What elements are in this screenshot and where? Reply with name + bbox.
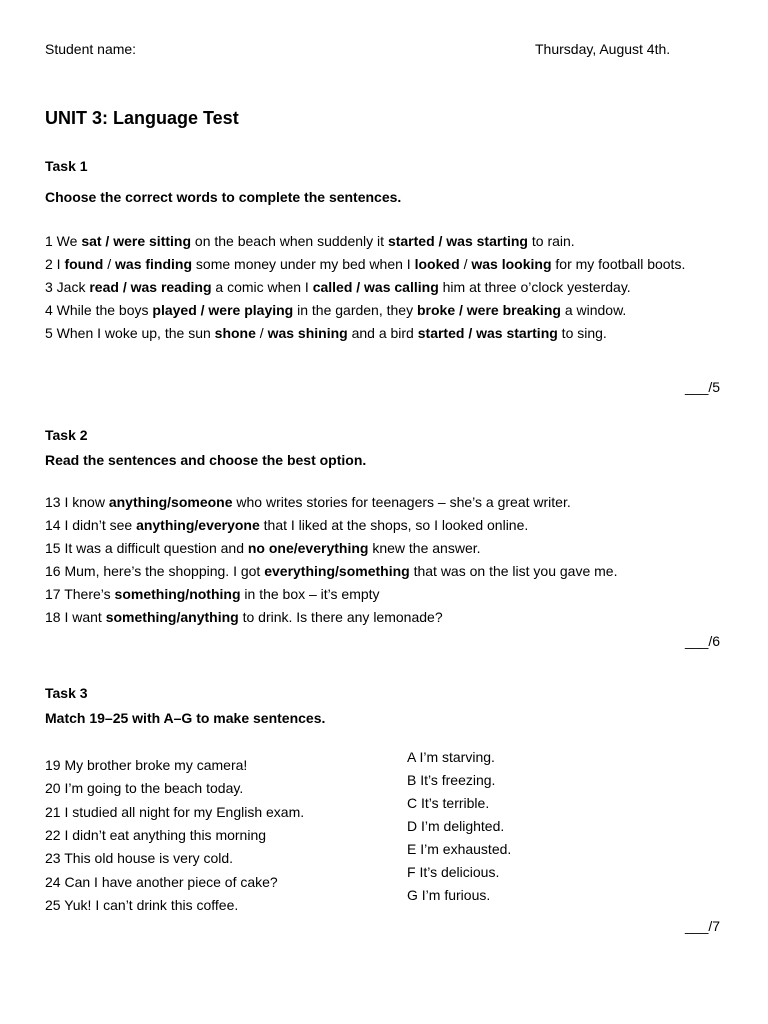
task3-option-e: E I’m exhausted. (407, 841, 512, 857)
answer-option: was shining (267, 325, 348, 341)
task2-sentence-17 (45, 586, 380, 602)
sentence-text: / (103, 256, 116, 272)
sentence-text: in the box – it’s empty (240, 586, 380, 602)
sentence-text: for my football boots. (551, 256, 686, 272)
sentence-text: him at three o’clock yesterday. (438, 279, 631, 295)
task3-instruction: Match 19–25 with A–G to make sentences. (45, 710, 326, 726)
sentence-text: 13 I know (45, 494, 109, 510)
answer-option: started / was starting (417, 325, 558, 341)
task3-item-25: 25 Yuk! I can’t drink this coffee. (45, 897, 239, 913)
sentence-text: to drink. Is there any lemonade? (238, 609, 443, 625)
task1-sentence-5 (45, 325, 607, 341)
task3-item-21: 21 I studied all night for my English exam. (45, 804, 305, 820)
answer-option: shone (214, 325, 256, 341)
sentence-text: 5 When I woke up, the sun (45, 325, 215, 341)
answer-option: started / was starting (387, 233, 528, 249)
answer-option: anything/everyone (136, 517, 260, 533)
sentence-text: in the garden, they (293, 302, 417, 318)
task2-sentence-14 (45, 517, 528, 533)
answer-option: was finding (115, 256, 193, 272)
sentence-text: 2 I (45, 256, 65, 272)
sentence-text: that was on the list you gave me. (409, 563, 618, 579)
answer-option: found (64, 256, 104, 272)
student-name-label: Student name: (45, 41, 137, 57)
answer-option: played / were playing (152, 302, 294, 318)
task3-option-d: D I’m delighted. (407, 818, 505, 834)
task2-heading: Task 2 (45, 427, 88, 443)
task1-instruction: Choose the correct words to complete the sentences. (45, 189, 402, 205)
task3-option-g: G I’m furious. (407, 887, 491, 903)
task3-heading: Task 3 (45, 685, 88, 701)
answer-option: sat / were sitting (81, 233, 192, 249)
test-date: Thursday, August 4th. (535, 41, 671, 57)
task2-sentence-13 (45, 494, 571, 510)
task1-heading: Task 1 (45, 158, 88, 174)
task2-score: ___/6 (685, 633, 721, 649)
task2-instruction: Read the sentences and choose the best option. (45, 452, 367, 468)
sentence-text: a window. (560, 302, 627, 318)
answer-option: everything/something (264, 563, 410, 579)
answer-option: something/nothing (114, 586, 241, 602)
sentence-text: 17 There’s (45, 586, 115, 602)
sentence-text: who writes stories for teenagers – she’s a great writer. (232, 494, 571, 510)
sentence-text: some money under my bed when I (192, 256, 415, 272)
sentence-text: 18 I want (45, 609, 106, 625)
page-title: UNIT 3: Language Test (45, 108, 239, 128)
task3-item-19: 19 My brother broke my camera! (45, 757, 248, 773)
task3-option-b: B It’s freezing. (407, 772, 496, 788)
sentence-text: to rain. (527, 233, 575, 249)
answer-option: looked (414, 256, 460, 272)
task3-score: ___/7 (685, 918, 721, 934)
sentence-text: and a bird (347, 325, 418, 341)
task1-sentence-1 (45, 233, 575, 249)
sentence-text: that I liked at the shops, so I looked online. (259, 517, 529, 533)
sentence-text: knew the answer. (368, 540, 481, 556)
sentence-text: to sing. (557, 325, 607, 341)
task1-sentence-3 (45, 279, 631, 295)
sentence-text: / (255, 325, 268, 341)
answer-option: was looking (471, 256, 552, 272)
task2-sentence-18 (45, 609, 443, 625)
answer-option: broke / were breaking (416, 302, 561, 318)
answer-option: no one/everything (247, 540, 369, 556)
task3-option-c: C It’s terrible. (407, 795, 490, 811)
sentence-text: 4 While the boys (45, 302, 153, 318)
sentence-text: on the beach when suddenly it (191, 233, 388, 249)
task1-sentence-4 (45, 302, 626, 318)
sentence-text: 16 Mum, here’s the shopping. I got (45, 563, 265, 579)
sentence-text: / (459, 256, 472, 272)
answer-option: read / was reading (89, 279, 212, 295)
sentence-text: a comic when I (211, 279, 313, 295)
task3-option-f: F It’s delicious. (407, 864, 500, 880)
task3-item-22: 22 I didn’t eat anything this morning (45, 827, 267, 843)
task1-score: ___/5 (685, 379, 721, 395)
task3-item-24: 24 Can I have another piece of cake? (45, 874, 278, 890)
task3-option-a: A I’m starving. (407, 749, 495, 765)
sentence-text: 3 Jack (45, 279, 90, 295)
task2-sentence-16 (45, 563, 617, 579)
task1-sentence-2 (45, 256, 685, 272)
sentence-text: 1 We (45, 233, 82, 249)
answer-option: something/anything (105, 609, 239, 625)
task2-sentence-15 (45, 540, 481, 556)
task3-item-23: 23 This old house is very cold. (45, 850, 234, 866)
answer-option: called / was calling (312, 279, 439, 295)
answer-option: anything/someone (108, 494, 233, 510)
task3-item-20: 20 I’m going to the beach today. (45, 780, 244, 796)
sentence-text: 15 It was a difficult question and (45, 540, 248, 556)
sentence-text: 14 I didn’t see (45, 517, 137, 533)
